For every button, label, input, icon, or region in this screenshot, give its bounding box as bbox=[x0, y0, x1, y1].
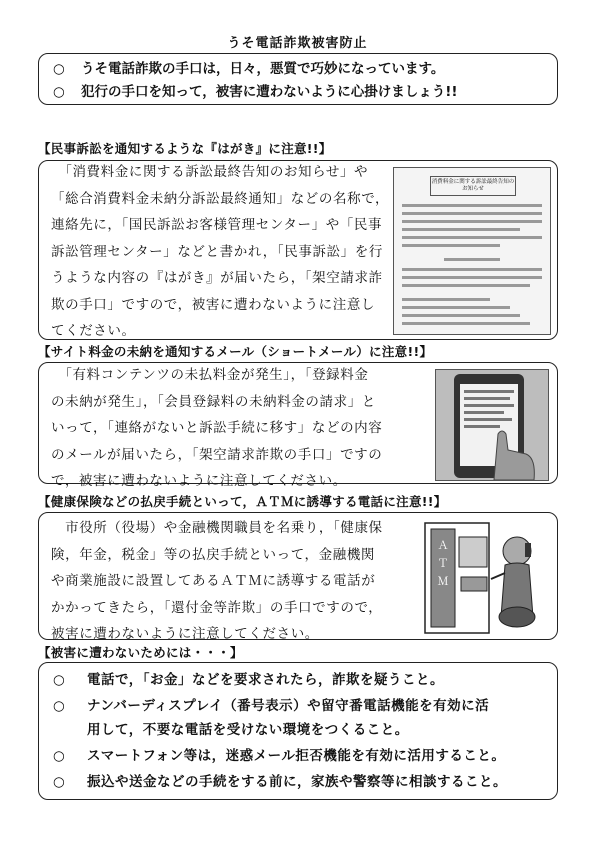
atm-label-t: Ｔ bbox=[437, 557, 449, 570]
circle-bullet: ○ bbox=[53, 774, 66, 790]
section-box-postcard bbox=[38, 160, 558, 340]
postcard-text-line bbox=[402, 322, 530, 325]
body-line: 連絡先に，「国民訴訟お客様管理センター」や「民事 bbox=[51, 217, 383, 233]
smartphone-image bbox=[435, 369, 549, 481]
body-line: いって，「連絡がないと訴訟手続に移す」などの内容 bbox=[51, 420, 383, 436]
section-box-atm bbox=[38, 512, 558, 640]
body-line: のメールが届いたら，「架空請求詐欺の手口」ですの bbox=[51, 446, 383, 463]
atm-label-m: Ｍ bbox=[437, 575, 449, 588]
circle-bullet: ○ bbox=[53, 698, 66, 714]
intro-item bbox=[53, 58, 557, 81]
body-line: 「消費料金に関する訴訟最終告知のお知らせ」や bbox=[51, 164, 369, 180]
intro-item bbox=[53, 81, 557, 104]
postcard-image bbox=[393, 167, 551, 335]
postcard-text-line bbox=[402, 244, 500, 247]
section-body bbox=[51, 515, 426, 648]
section-heading-email: 【サイト料金の未納を通知するメール（ショートメール）に注意!!】 bbox=[38, 344, 433, 359]
intro-text: うそ電話詐欺の手口は，日々，悪質で巧妙になっています。 bbox=[81, 61, 445, 77]
prevention-item bbox=[53, 717, 409, 743]
circle-bullet: ○ bbox=[53, 61, 65, 77]
circle-bullet: ○ bbox=[53, 84, 65, 100]
prevention-text: ナンバーディスプレイ（番号表示）や留守番電話機能を有効に活 bbox=[87, 698, 490, 714]
body-line: や商業施設に設置してあるＡＴＭに誘導する電話が bbox=[51, 573, 376, 589]
postcard-text-line bbox=[402, 228, 520, 231]
body-line: 「有料コンテンツの未払料金が発生」，「登録料金 bbox=[51, 367, 369, 383]
smartphone-icon bbox=[436, 370, 548, 480]
section-body bbox=[51, 362, 426, 495]
body-line: 欺の手口」ですので，被害に遭わないように注意し bbox=[51, 296, 376, 313]
prevention-text: 電話で，「お金」などを要求されたら，詐欺を疑うこと。 bbox=[87, 672, 444, 688]
section-box-email bbox=[38, 362, 558, 489]
postcard-text-line bbox=[402, 204, 542, 207]
prevention-item bbox=[53, 693, 489, 719]
prevention-item bbox=[53, 769, 507, 795]
circle-bullet: ○ bbox=[53, 748, 66, 764]
postcard-text-line bbox=[402, 298, 490, 301]
postcard-text-line bbox=[444, 258, 500, 261]
postcard-text-line bbox=[402, 314, 520, 317]
body-line: 険，年金，税金」等の払戻手続といって，金融機関 bbox=[51, 546, 376, 563]
section-heading-postcard: 【民事訴訟を通知するような『はがき』に注意!!】 bbox=[38, 141, 332, 156]
body-line: で，被害に遭わないように注意してください。 bbox=[51, 473, 347, 489]
postcard-text-line bbox=[402, 220, 542, 223]
body-line: かかってきたら，「還付金等詐欺」の手口ですので， bbox=[51, 599, 383, 616]
body-line: 被害に遭わないように注意してください。 bbox=[51, 626, 319, 642]
page-title: うそ電話詐欺被害防止 bbox=[227, 36, 368, 51]
postcard-text-line bbox=[402, 212, 542, 215]
prevention-text: スマートフォン等は，迷惑メール拒否機能を有効に活用すること。 bbox=[87, 748, 506, 764]
section-body bbox=[51, 159, 401, 345]
postcard-text-line bbox=[402, 236, 542, 239]
atm-phone-image bbox=[421, 517, 551, 637]
circle-bullet: ○ bbox=[53, 672, 66, 688]
body-line: 市役所（役場）や金融機関職員を名乗り，「健康保 bbox=[51, 520, 383, 536]
body-line: てください。 bbox=[51, 323, 136, 339]
prevention-text: 振込や送金などの手続をする前に，家族や警察等に相談すること。 bbox=[87, 774, 507, 790]
prevention-text: 用して，不要な電話を受けない環境をつくること。 bbox=[87, 722, 409, 738]
section-heading-prevention: 【被害に遭わないためには・・・】 bbox=[38, 645, 243, 660]
prevention-item bbox=[53, 667, 444, 693]
prevention-item bbox=[53, 743, 505, 769]
atm-label-a: Ａ bbox=[437, 539, 449, 552]
postcard-text-line bbox=[402, 284, 530, 287]
prevention-box bbox=[38, 662, 558, 800]
postcard-text-line bbox=[402, 276, 542, 279]
body-line: 訴訟管理センター」などと書かれ，「民事訴訟」を行 bbox=[51, 243, 383, 260]
postcard-title: 消費料金に関する訴訟最終告知のお知らせ bbox=[430, 176, 516, 196]
atm-phone-icon bbox=[421, 517, 551, 637]
body-line: の未納が発生」，「会員登録料の未納料金の請求」と bbox=[51, 393, 376, 410]
section-heading-atm: 【健康保険などの払戻手続といって，ＡＴＭに誘導する電話に注意!!】 bbox=[38, 494, 447, 509]
body-line: 「総合消費料金未納分訴訟最終通知」などの名称で， bbox=[51, 190, 390, 207]
intro-box bbox=[38, 53, 558, 105]
postcard-text-line bbox=[402, 306, 510, 309]
intro-text: 犯行の手口を知って，被害に遭わないように心掛けましょう!! bbox=[81, 84, 458, 100]
postcard-text-line bbox=[402, 268, 542, 271]
body-line: うような内容の『はがき』が届いたら，「架空請求詐 bbox=[51, 270, 383, 286]
